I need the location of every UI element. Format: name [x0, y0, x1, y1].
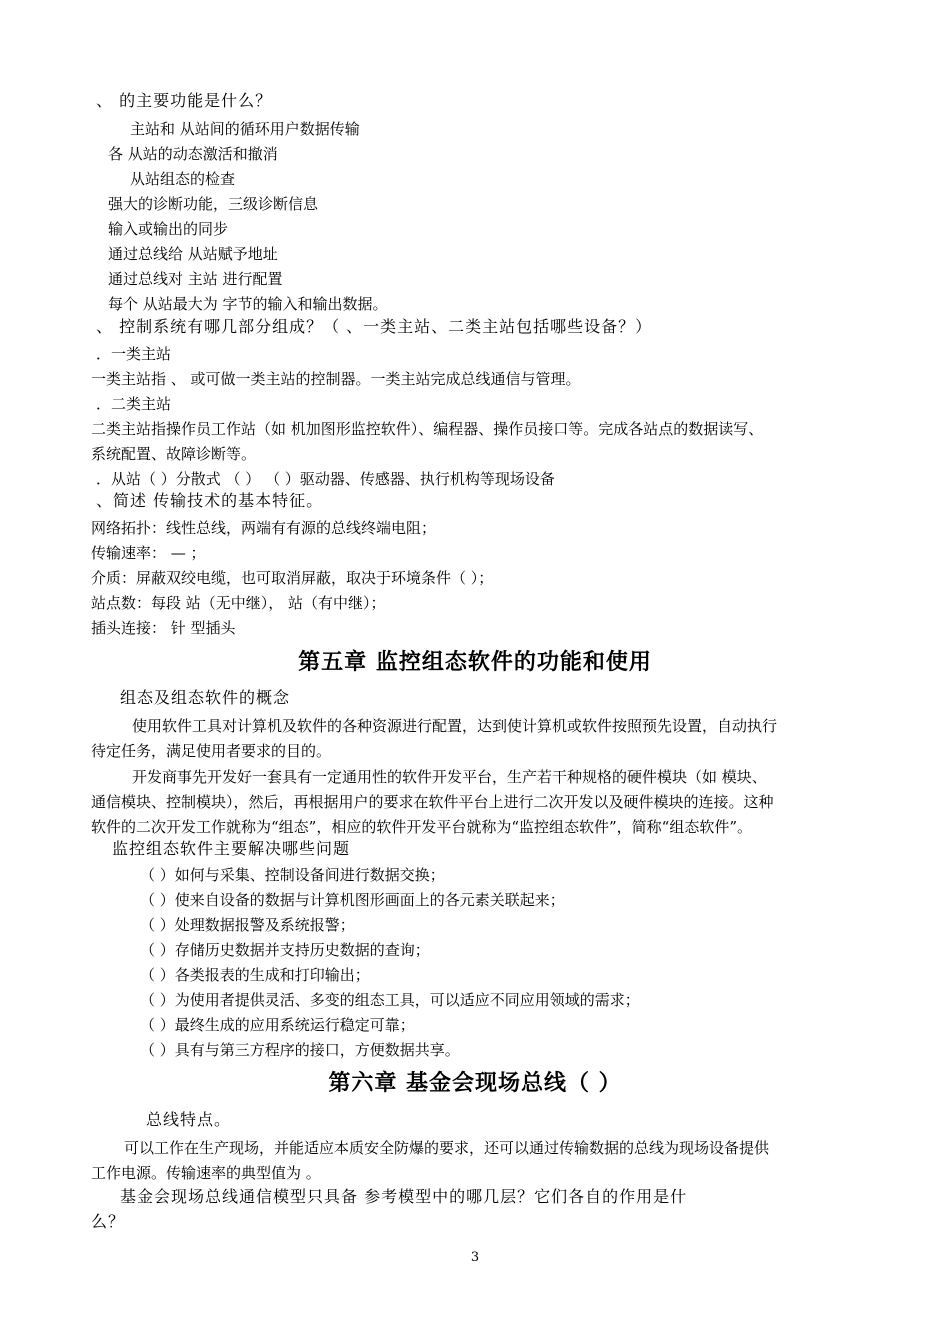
function-item-1: 主站和 从站间的循环用户数据传输	[130, 120, 360, 138]
issue-item-8: （ ）具有与第三方程序的接口，方便数据共享。	[140, 1041, 460, 1059]
class1-master-title: ．一类主站	[96, 345, 172, 363]
question-system-components: 、 控制系统有哪几部分组成？（ 、一类主站、二类主站包括哪些设备？）	[96, 317, 653, 336]
issue-item-7: （ ）最终生成的应用系统运行稳定可靠；	[140, 1016, 415, 1034]
issue-item-4: （ ）存储历史数据并支持历史数据的查询；	[140, 941, 430, 959]
feature-connector: 插头连接： 针 型插头	[91, 619, 236, 637]
chapter5-section1-title: 组态及组态软件的概念	[120, 688, 291, 707]
issue-item-2: （ ）使来自设备的数据与计算机图形画面上的各元素关联起来；	[140, 891, 565, 909]
question-main-functions: 、 的主要功能是什么？	[96, 91, 273, 110]
issue-item-3: （ ）处理数据报警及系统报警；	[140, 916, 355, 934]
feature-stations: 站点数：每段 站（无中继）， 站（有中继）；	[91, 594, 386, 612]
slave-station-line: ．从站（ ）分散式 （ ） （ ）驱动器、传感器、执行机构等现场设备	[96, 470, 555, 488]
feature-rate: 传输速率： — ；	[91, 544, 206, 562]
function-item-6: 通过总线给 从站赋予地址	[108, 245, 278, 263]
class2-master-text-1: 二类主站指操作员工作站（如 机加图形监控软件）、编程器、操作员接口等。完成各站点的数据读写、	[91, 420, 764, 438]
chapter5-p2-line3: 软件的二次开发工作就称为“组态”，相应的软件开发平台就称为“监控组态软件”，简称“组态软件”。	[91, 818, 753, 836]
function-item-2: 各 从站的动态激活和撤消	[108, 145, 278, 163]
chapter5-title: 第五章 监控组态软件的功能和使用	[298, 649, 652, 675]
function-item-5: 输入或输出的同步	[108, 220, 229, 238]
function-item-7: 通过总线对 主站 进行配置	[108, 270, 283, 288]
chapter6-p1-line1: 可以工作在生产现场，并能适应本质安全防爆的要求，还可以通过传输数据的总线为现场设备提供	[124, 1139, 770, 1157]
question-transmission: 、简述 传输技术的基本特征。	[96, 491, 324, 510]
feature-medium: 介质：屏蔽双绞电缆，也可取消屏蔽，取决于环境条件（ ）；	[91, 569, 494, 587]
chapter6-p1-line2: 工作电源。传输速率的典型值为 。	[91, 1164, 321, 1182]
chapter5-p1-line2: 待定任务，满足使用者要求的目的。	[91, 742, 332, 760]
chapter6-question-line1: 基金会现场总线通信模型只具备 参考模型中的哪几层？它们各自的作用是什	[120, 1187, 688, 1206]
function-item-4: 强大的诊断功能，三级诊断信息	[108, 195, 319, 213]
function-item-3: 从站组态的检查	[130, 170, 236, 188]
chapter5-p2-line1: 开发商事先开发好一套具有一定通用性的软件开发平台，生产若干种规格的硬件模块（如 模块、	[132, 768, 767, 786]
feature-topology: 网络拓扑：线性总线，两端有有源的总线终端电阻；	[91, 519, 437, 537]
chapter6-title: 第六章 基金会现场总线（ ）	[328, 1070, 622, 1096]
function-item-8: 每个 从站最大为 字节的输入和输出数据。	[108, 295, 388, 313]
issue-item-6: （ ）为使用者提供灵活、多变的组态工具，可以适应不同应用领域的需求；	[140, 991, 640, 1009]
class1-master-text: 一类主站指 、 或可做一类主站的控制器。一类主站完成总线通信与管理。	[91, 370, 581, 388]
class2-master-text-2: 系统配置、故障诊断等。	[91, 445, 257, 463]
chapter5-section2-title: 监控组态软件主要解决哪些问题	[112, 839, 351, 858]
class2-master-title: ．二类主站	[96, 395, 172, 413]
chapter6-section1-title: 总线特点。	[146, 1110, 232, 1129]
chapter6-question-line2: 么？	[91, 1212, 126, 1231]
page-number: 3	[470, 1250, 480, 1265]
chapter5-p2-line2: 通信模块、控制模块），然后，再根据用户的要求在软件平台上进行二次开发以及硬件模块的连接。这种	[91, 793, 774, 811]
issue-item-5: （ ）各类报表的生成和打印输出；	[140, 966, 370, 984]
chapter5-p1-line1: 使用软件工具对计算机及软件的各种资源进行配置，达到使计算机或软件按照预先设置，自动执行	[132, 717, 778, 735]
issue-item-1: （ ）如何与采集、控制设备间进行数据交换；	[140, 866, 445, 884]
